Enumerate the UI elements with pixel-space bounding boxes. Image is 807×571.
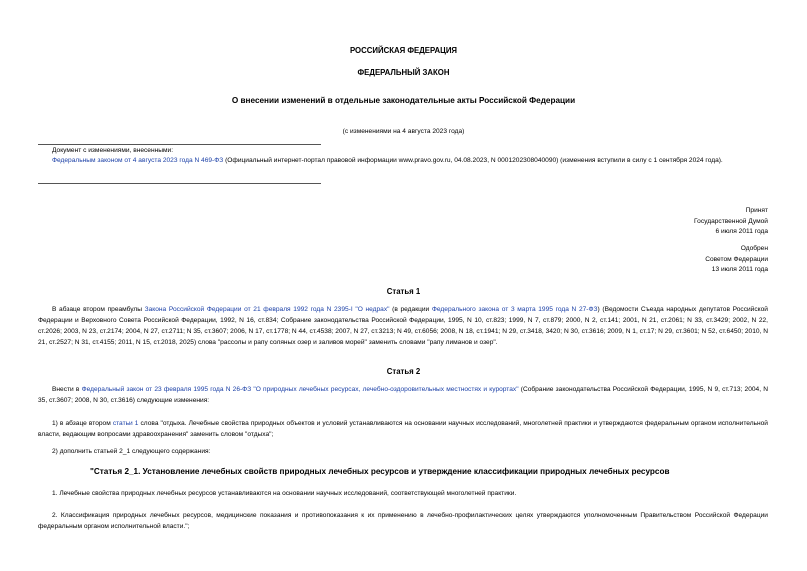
article1-link-fz27[interactable]: Федерального закона от 3 марта 1995 года N 27-ФЗ (431, 306, 598, 313)
article2-item2: 2) дополнить статьей 2_1 следующего содержания: (52, 448, 211, 455)
divider-bottom (38, 183, 321, 184)
adopted-block (694, 206, 768, 238)
article1-link-nedra[interactable]: Закона Российской Федерации от 21 февраля 1992 года N 2395-I "О недрах" (144, 306, 390, 313)
changes-paragraph (38, 156, 768, 167)
changes-details: (Официальный интернет-портал правовой информации www.pravo.gov.ru, 04.08.2023, N 0001202308040090) (изменения вступили в силу с 1 сентября 2024 года). (223, 157, 723, 164)
approved-date: 13 июля 2011 года (711, 266, 768, 273)
article2-1-heading: "Статья 2_1. Установление лечебных свойств природных лечебных ресурсов и утверждение классификации природных лечебных ресурсов (90, 467, 670, 476)
article2-text-2: (Собрание законодательства Российской Федерации, 1995, N 9, ст.713; 2004, N 35, ст.3607; 2008, N 30, ст.3616) следующие изменения: (38, 386, 768, 404)
changes-label: Документ с изменениями, внесенными: (52, 147, 174, 154)
law-title: О внесении изменений в отдельные законодательные акты Российской Федерации (231, 96, 576, 105)
adopted-line: Принят (745, 207, 768, 214)
edition-note: (с изменениями на 4 августа 2023 года) (342, 128, 465, 135)
article2-1-point1: 1. Лечебные свойства природных лечебных ресурсов устанавливаются на основании научных исследований, соответствующей многолетней практики. (52, 490, 517, 497)
article2-1-point2: 2. Классификация природных лечебных ресурсов, медицинские показания и противопоказания к их применению в лечебно-профилактических целях утверждаются уполномоченным Правительством Российской Федерации федеральным органом исполнительной власти."; (38, 512, 768, 530)
approved-block (705, 244, 768, 276)
article1-paragraph (38, 304, 768, 348)
article2-intro (38, 384, 768, 406)
article1-heading: Статья 1 (386, 287, 421, 296)
law-type-heading: ФЕДЕРАЛЬНЫЙ ЗАКОН (357, 68, 450, 77)
item1-text-1: 1) в абзаце втором (52, 420, 113, 427)
article2-heading: Статья 2 (386, 367, 421, 376)
article1-text-2: (в редакции (389, 306, 432, 313)
item1-text-2: слова "отдыха. Лечебные свойства природных объектов и условий устанавливаются на основании научных исследований, многолетней практики и утверждаются федеральным органом исполнительной власти, ведающим вопросами здравоохранения" заменить словом "отдыха"; (38, 420, 768, 438)
divider-top (38, 144, 321, 145)
item1-link-article1[interactable]: статьи 1 (112, 420, 139, 427)
approved-by: Советом Федерации (705, 255, 768, 263)
article2-item1 (38, 418, 768, 440)
article2-text-1: Внести в (52, 386, 82, 393)
changes-law-link[interactable]: Федеральным законом от 4 августа 2023 года N 469-ФЗ (52, 157, 224, 164)
approved-line: Одобрен (740, 245, 768, 252)
adopted-by: Государственной Думой (694, 217, 768, 225)
article1-text-3: ) (Ведомости Съезда народных депутатов Российской Федерации и Верховного Совета Российской Федерации, 1992, N 16, ст.834; Собрание законодательства Российской Федерации, 1995, N 10, ст.823; 1999, N 7, ст.879; 2000, N 2, ст.141; 2001, N 21, ст.2061; N 33, ст.3429; 2002, N 22, ст.2026; 2003, N 23, ст.2174; 2004, N 27, ст.2711; N 35, ст.3607; 2006, N 17, ст.1778; N 44, ст.4538; 2007, N 27, ст.3213; N 49, ст.6056; 2008, N 18, ст.1941; N 29, ст.3418, 3420; N 30, ст.3616; 2009, N 1, ст.17; N 29, ст.3601; N 52, ст.6450; 2010, N 21, ст.2527; N 31, ст.4155; 2011, N 15, ст.2018, 2025) слова "рассолы и рапу соляных озер и заливов морей" заменить словами "рапу лиманов и озер". (38, 306, 768, 346)
country-heading: РОССИЙСКАЯ ФЕДЕРАЦИЯ (349, 46, 458, 55)
adopted-date: 6 июля 2011 года (715, 228, 768, 235)
article2-link-fz26[interactable]: Федеральный закон от 23 февраля 1995 года N 26-ФЗ "О природных лечебных ресурсах, лечебно-оздоровительных местностях и курортах" (81, 386, 519, 393)
article1-text-1: В абзаце втором преамбулы (52, 306, 145, 313)
